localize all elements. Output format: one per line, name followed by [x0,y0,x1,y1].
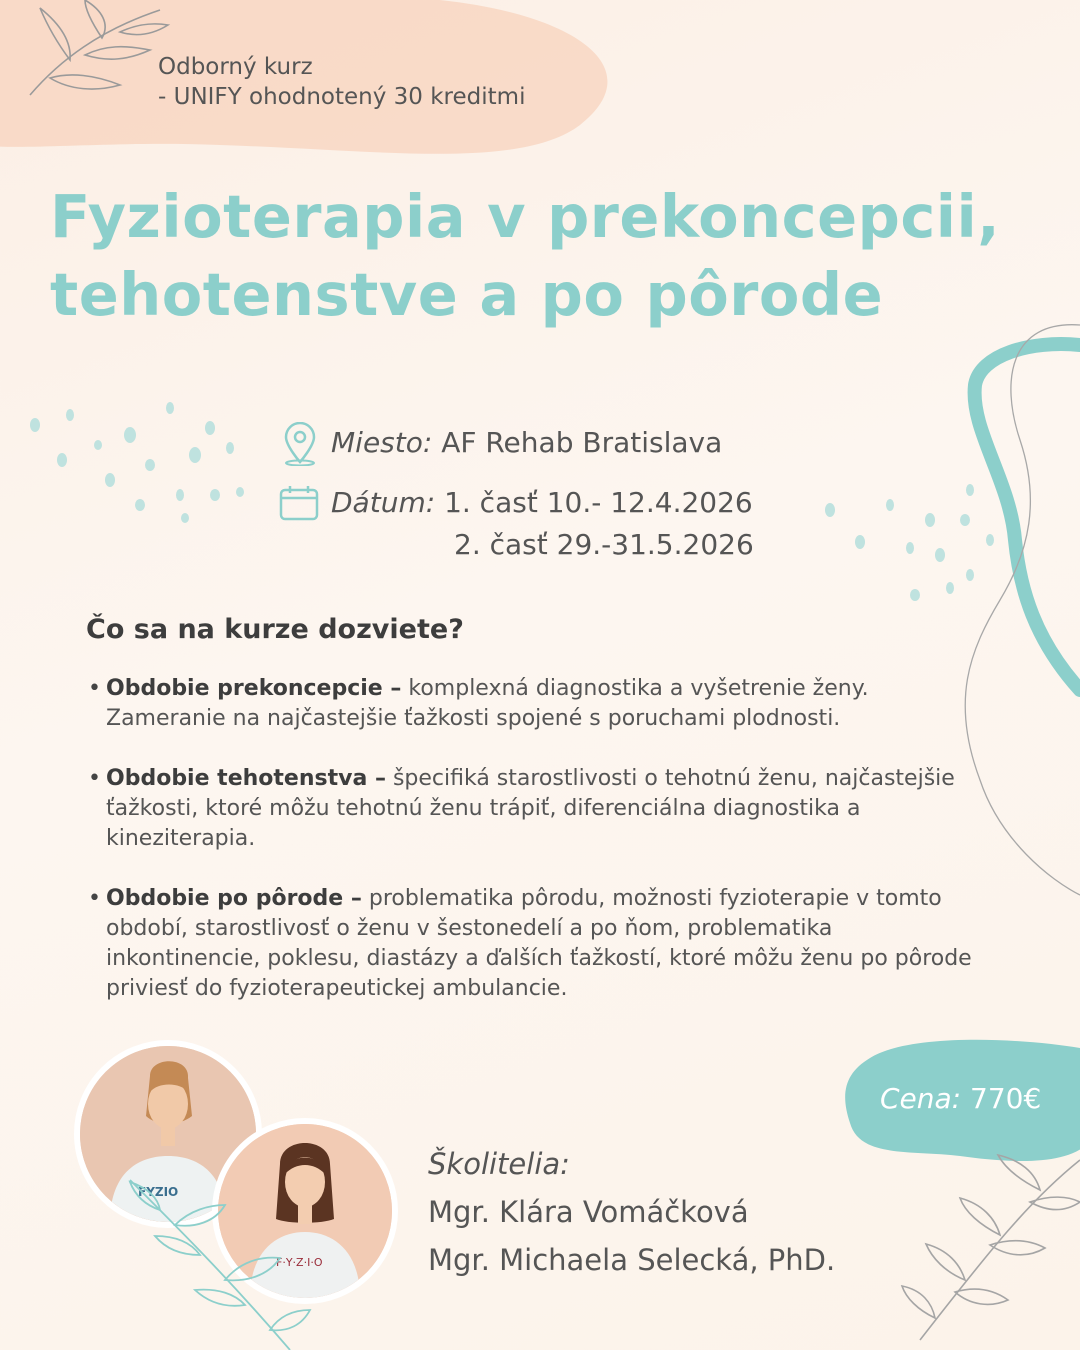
list-item-title: Obdobie tehotenstva – [106,766,386,791]
place-label: Miesto: [331,426,433,459]
date-part1: 1. časť 10.- 12.4.2026 [444,486,753,519]
place-row [331,426,722,459]
page-title [50,178,1060,334]
list-item-title: Obdobie po pôrode – [106,886,362,911]
title-line2: tehotenstve a po pôrode [50,260,884,329]
leaf-branch-icon [880,1140,1080,1350]
list-item [86,764,986,854]
list-item [86,884,986,1004]
course-badge [158,52,525,112]
calendar-icon [278,484,320,522]
date-label: Dátum: [331,486,436,519]
course-badge-line2: - UNIFY ohodnotený 30 kreditmi [158,84,526,110]
location-pin-icon [280,422,320,466]
decor-dots-left [20,400,250,530]
trainer-name-1: Mgr. Klára Vomáčková [428,1195,749,1229]
list-item [86,674,986,734]
list-item-text: špecifiká starostlivosti o tehotnú ženu, najčastejšie ťažkosti, ktoré môžu tehotnú ženu trápiť, diferenciálna diagnostika a kineziterapia. [106,766,955,851]
decor-dots-right [820,480,1010,610]
date-row [331,486,753,519]
place-value: AF Rehab Bratislava [441,426,723,459]
list-item-text: komplexná diagnostika a vyšetrenie ženy. Zameranie na najčastejšie ťažkosti spojené s poruchami plodnosti. [106,676,869,731]
list-item-title: Obdobie prekoncepcie – [106,676,402,701]
topic-list [86,674,986,1034]
date-part2: 2. časť 29.-31.5.2026 [454,528,754,561]
trainer-name-2: Mgr. Michaela Selecká, PhD. [428,1243,836,1277]
trainers-heading: Školitelia: [428,1147,570,1181]
trainers-block [428,1140,835,1284]
list-item-text: problematika pôrodu, možnosti fyzioterapie v tomto období, starostlivosť o ženu v šestonedelí a po ňom, problematika inkontinencie, poklesu, diastázy a ďalších ťažkostí, ktoré môžu ženu po pôrode priviesť do fyzioterapeutickej ambulancie. [106,886,972,1001]
price-label [880,1082,1041,1115]
course-badge-line1: Odborný kurz [158,54,313,80]
leaf-branch-icon [120,1170,320,1350]
price-label-text: Cena: [880,1082,962,1115]
section-heading: Čo sa na kurze dozviete? [86,614,464,645]
price-value: 770€ [970,1082,1042,1115]
shirt-text-1: FYZIO [138,1185,179,1199]
shirt-text-2: F·Y·Z·I·O [276,1256,323,1269]
leaf-branch-icon [10,0,180,110]
title-line1: Fyzioterapia v prekoncepcii, [50,182,1001,251]
